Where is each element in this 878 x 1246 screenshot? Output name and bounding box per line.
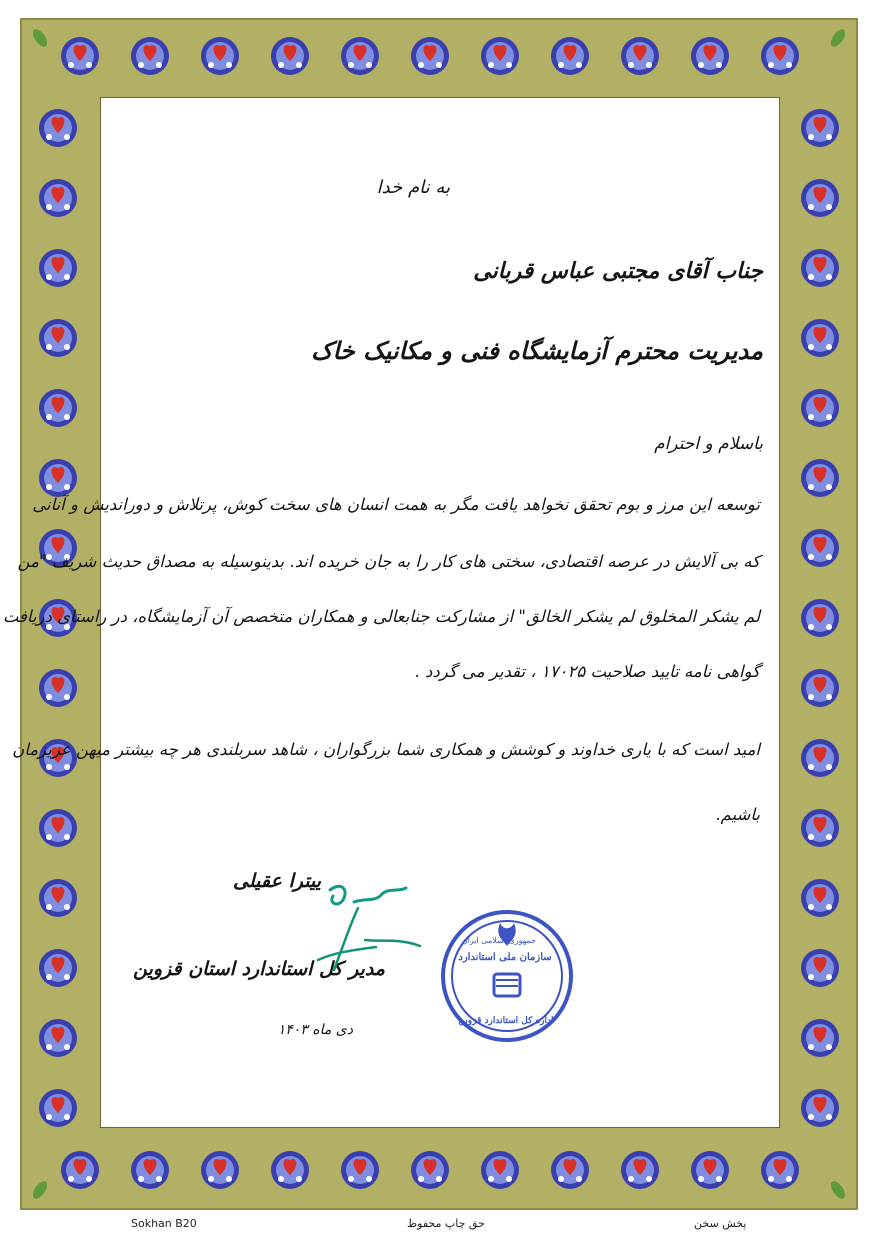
signer-name: ییترا عقیلی bbox=[233, 870, 321, 892]
body-line: لم یشکر المخلوق لم یشکر الخالق" از مشارکت جنابعالی و همکاران متخصص آن آزمایشگاه، در راستای دریافت bbox=[2, 607, 760, 626]
body-line: که بی آلایش در عرصه اقتصادی، سختی های کار را به جان خریده اند. بدینوسیله به مصداق حدیث شریف "من bbox=[17, 552, 760, 571]
greeting: باسلام و احترام bbox=[654, 434, 763, 454]
closing-line: امید است که با یاری خداوند و کوشش و همکاری شما بزرگواران ، شاهد سربلندی هر چه بیشتر میهن عزیزمان bbox=[12, 740, 760, 759]
footer-publisher: پخش سخن bbox=[694, 1217, 747, 1230]
seal-middle-text: سازمان ملی استاندارد bbox=[458, 952, 552, 963]
closing-line: باشیم. bbox=[715, 805, 760, 824]
handwritten-signature bbox=[310, 880, 430, 990]
addressee-name: جناب آقای مجتبی عباس قربانی bbox=[473, 258, 763, 284]
body-line: توسعه این مرز و بوم تحقق نخواهد یافت مگر به همت انسان های سخت کوش، پرتلاش و دوراندیش و آنانی bbox=[32, 495, 760, 514]
addressee-organization: مدیریت محترم آزمایشگاه فنی و مکانیک خاک bbox=[311, 336, 763, 365]
signer-title: مدیر کل استاندارد استان قزوین bbox=[133, 958, 385, 980]
basmala: به نام خدا bbox=[376, 177, 450, 198]
seal-top-text: جمهوری اسلامی ایران bbox=[461, 936, 536, 945]
footer-brand: Sokhan B20 bbox=[131, 1217, 197, 1230]
letter-date: دی ماه ۱۴۰۳ bbox=[277, 1022, 353, 1038]
body-line: گواهی نامه تایید صلاحیت ۱۷۰۲۵ ، تقدیر می گردد . bbox=[414, 662, 760, 681]
seal-bottom-text: اداره کل استاندارد قزوین bbox=[458, 1016, 554, 1026]
footer-copyright: حق چاپ محفوظ bbox=[407, 1217, 485, 1230]
